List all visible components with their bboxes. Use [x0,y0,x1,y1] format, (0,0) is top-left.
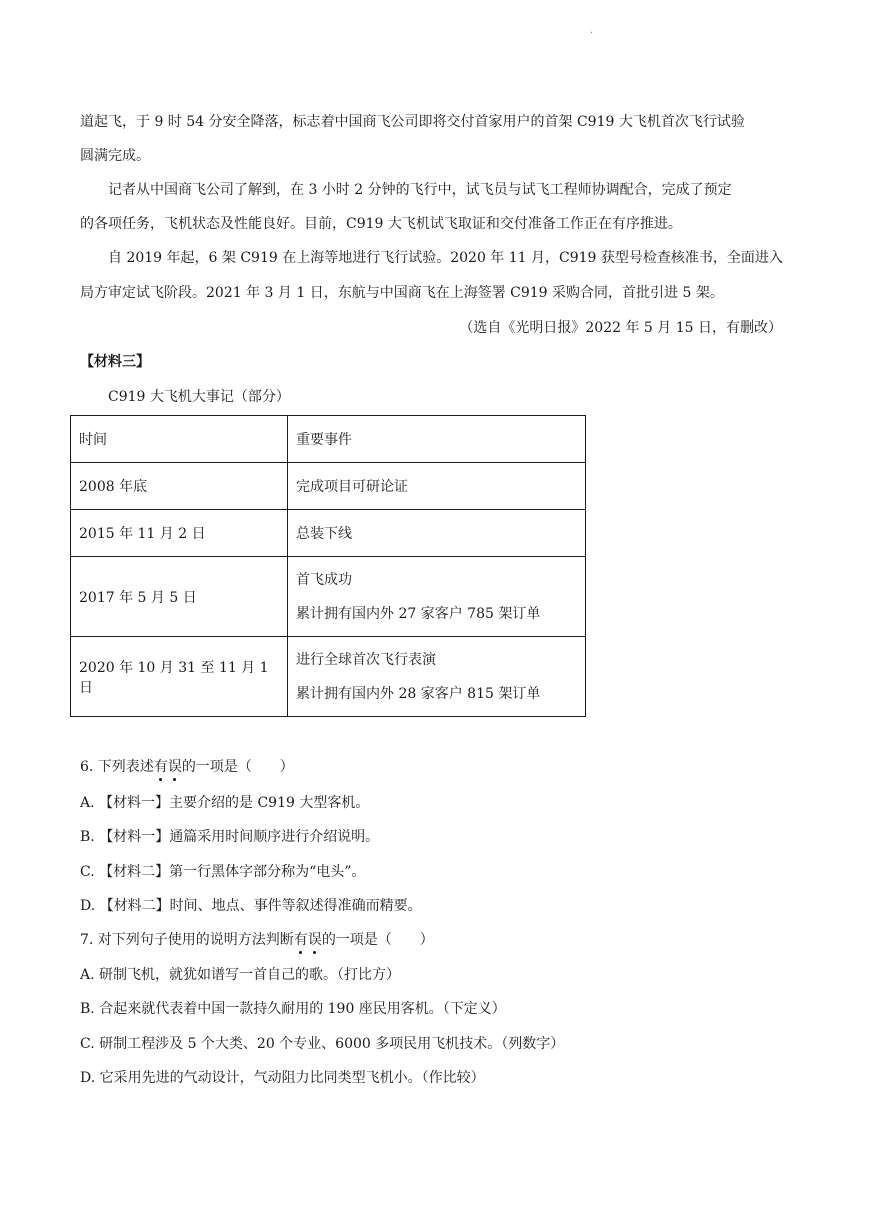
question-7-option-c: C. 研制工程涉及 5 个大类、20 个专业、6000 多项民用飞机技术。（列数字） [80,1036,565,1052]
source-citation: （选自《光明日报》2022 年 5 月 15 日，有删改） [459,320,782,336]
events-table [70,415,586,717]
table-row [71,510,586,557]
table-row [71,463,586,510]
row-event: 首飞成功 [296,571,352,588]
table-header-row [71,416,586,463]
paragraph-line: 记者从中国商飞公司了解到，在 3 小时 2 分钟的飞行中，试飞员与试飞工程师协调配合，完成了预定 [108,182,732,198]
question-6-option-c: C. 【材料二】第一行黑体字部分称为“电头”。 [80,864,366,880]
question-7-option-a: A. 研制飞机，就犹如谱写一首自己的歌。（打比方） [80,967,401,983]
question-6-stem: 6. 下列表述有误的一项是（ ） [80,759,294,775]
row-event: 完成项目可研论证 [288,463,586,510]
question-7-stem: 7. 对下列句子使用的说明方法判断有误的一项是（ ） [80,932,434,948]
row-time: 2008 年底 [71,463,288,510]
header-time: 时间 [71,416,288,463]
emphasis-char: 有 [153,759,168,775]
emphasis-char: 误 [307,932,322,948]
question-6-option-b: B. 【材料一】通篇采用时间顺序进行介绍说明。 [80,829,380,845]
question-6-option-d: D. 【材料二】时间、地点、事件等叙述得准确而精要。 [80,898,422,914]
row-event: 总装下线 [288,510,586,557]
table-caption: C919 大飞机大事记（部分） [108,389,290,405]
paragraph-line: 的各项任务，飞机状态及性能良好。目前，C919 大飞机试飞取证和交付准备工作正在有序推进。 [80,216,682,232]
table-row [71,637,586,717]
question-6-option-a: A. 【材料一】主要介绍的是 C919 大型客机。 [80,795,370,811]
row-event: 累计拥有国内外 27 家客户 785 架订单 [296,605,541,622]
row-event: 进行全球首次飞行表演 [296,651,436,668]
paragraph-line: 自 2019 年起，6 架 C919 在上海等地进行飞行试验。2020 年 11 月，C919 获型号检查核准书，全面进入 [108,250,783,266]
page-top-mark: · [590,28,594,39]
question-7-option-d: D. 它采用先进的气动设计，气动阻力比同类型飞机小。（作比较） [80,1070,485,1086]
row-events [288,637,586,717]
material-three-heading: 【材料三】 [80,354,150,370]
header-event: 重要事件 [288,416,586,463]
row-time: 2015 年 11 月 2 日 [71,510,288,557]
emphasis-char: 有 [293,932,308,948]
paragraph-line: 圆满完成。 [80,148,150,164]
emphasis-char: 误 [167,759,182,775]
paragraph-line: 道起飞，于 9 时 54 分安全降落，标志着中国商飞公司即将交付首家用户的首架 C919 大飞机首次飞行试验 [80,114,745,130]
table-row [71,557,586,637]
row-time: 2020 年 10 月 31 至 11 月 1 日 [71,637,288,717]
row-time: 2017 年 5 月 5 日 [71,557,288,637]
row-events [288,557,586,637]
question-7-option-b: B. 合起来就代表着中国一款持久耐用的 190 座民用客机。（下定义） [80,1001,506,1017]
row-event: 累计拥有国内外 28 家客户 815 架订单 [296,685,541,702]
paragraph-line: 局方审定试飞阶段。2021 年 3 月 1 日，东航与中国商飞在上海签署 C919 采购合同，首批引进 5 架。 [80,285,724,301]
